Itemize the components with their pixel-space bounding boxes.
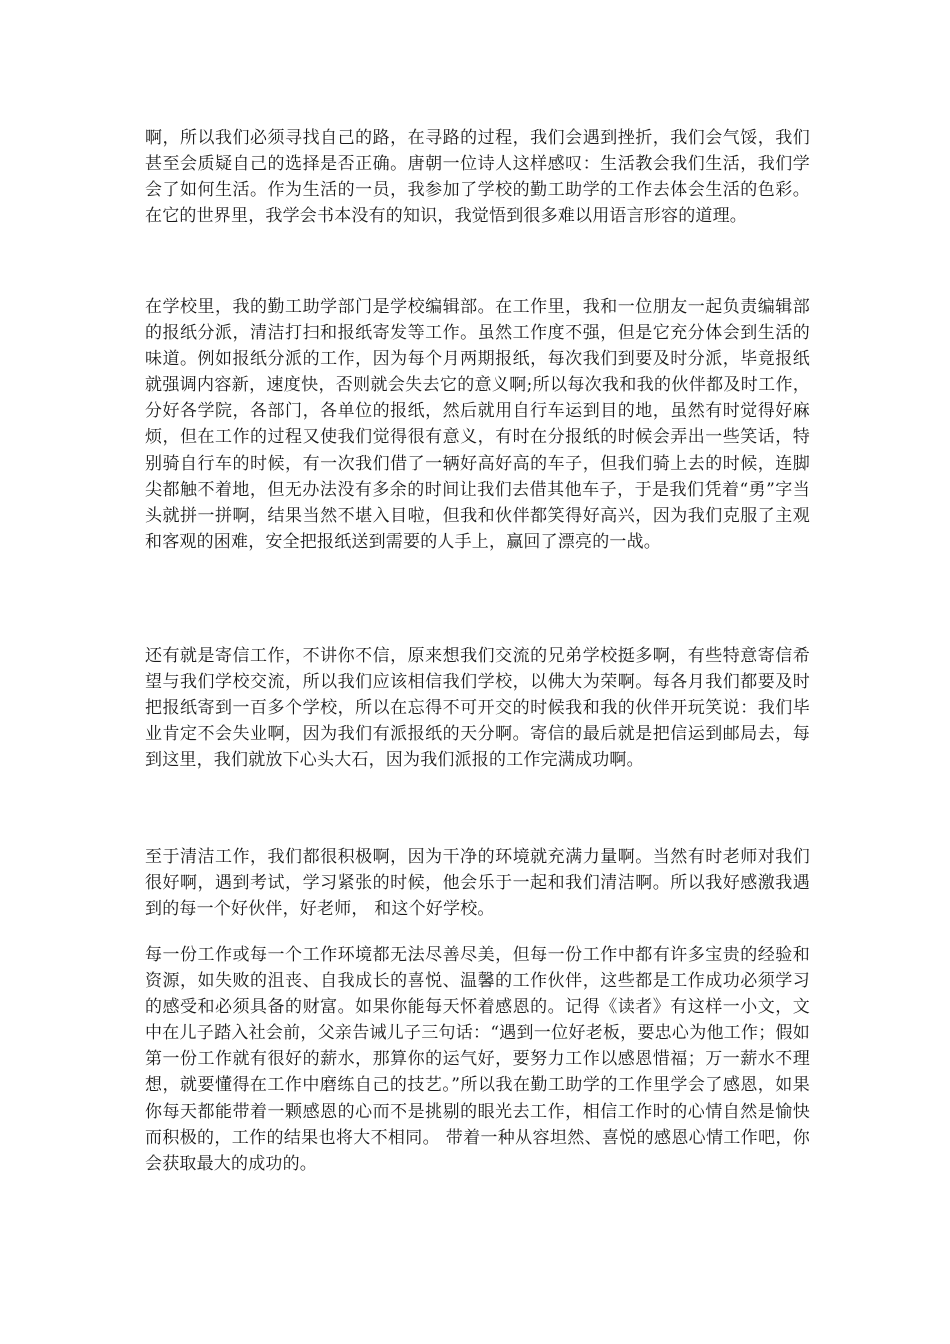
paragraph-newspaper-distribution: 在学校里，我的勤工助学部门是学校编辑部。在工作里，我和一位朋友一起负责编辑部的报纸分派，清洁打扫和报纸寄发等工作。虽然工作度不强，但是它充分体会到生活的味道。例如报纸分派的工作，因为每个月两期报纸，每次我们到要及时分派，毕竟报纸就强调内容新，速度快，否则就会失去它的意义啊;所以每次我和我的伙伴都及时工作，分好各学院，各部门，各单位的报纸，然后就用自行车运到目的地，虽然有时觉得好麻烦，但在工作的过程又使我们觉得很有意义，有时在分报纸的时候会弄出一些笑话，特别骑自行车的时候，有一次我们借了一辆好高好高的车子，但我们骑上去的时候，连脚尖都触不着地，但无办法没有多余的时间让我们去借其他车子，于是我们凭着“勇”字当头就拼一拼啊，结果当然不堪入目啦，但我和伙伴都笑得好高兴，因为我们克服了主观和客观的困难，安全把报纸送到需要的人手上，赢回了漂亮的一战。 xyxy=(145,297,810,552)
paragraph-intro: 啊，所以我们必须寻找自己的路，在寻路的过程，我们会遇到挫折，我们会气馁，我们甚至会质疑自己的选择是否正确。唐朝一位诗人这样感叹：生活教会我们生活，我们学会了如何生活。作为生活的一员，我参加了学校的勤工助学的工作去体会生活的色彩。在它的世界里，我学会书本没有的知识，我觉悟到很多难以用语言形容的道理。 xyxy=(145,128,810,227)
paragraph-cleaning-work: 至于清洁工作，我们都很积极啊，因为干净的环境就充满力量啊。当然有时老师对我们很好啊，遇到考试，学习紧张的时候，他会乐于一起和我们清洁啊。所以我好感激我遇到的每一个好伙伴，好老师， 和这个好学校。 xyxy=(145,847,810,920)
paragraph-mailing-work: 还有就是寄信工作，不讲你不信，原来想我们交流的兄弟学校挺多啊，有些特意寄信希望与我们学校交流，所以我们应该相信我们学校，以佛大为荣啊。每各月我们都要及时把报纸寄到一百多个学校，所以在忘得不可开交的时候我和我的伙伴开玩笑说：我们毕业肯定不会失业啊，因为我们有派报纸的天分啊。寄信的最后就是把信运到邮局去，每到这里，我们就放下心头大石，因为我们派报的工作完满成功啊。 xyxy=(145,646,810,771)
paragraph-gratitude: 每一份工作或每一个工作环境都无法尽善尽美，但每一份工作中都有许多宝贵的经验和资源，如失败的沮丧、自我成长的喜悦、温馨的工作伙伴，这些都是工作成功必须学习的感受和必须具备的财富。如果你能每天怀着感恩的。记得《读者》有这样一小文，文中在儿子踏入社会前，父亲告诫儿子三句话：“遇到一位好老板，要忠心为他工作；假如第一份工作就有很好的薪水，那算你的运气好，要努力工作以感恩惜福；万一薪水不理想，就要懂得在工作中磨练自己的技艺。”所以我在勤工助学的工作里学会了感恩，如果你每天都能带着一颗感恩的心而不是挑剔的眼光去工作，相信工作时的心情自然是愉快而积极的，工作的结果也将大不相同。 带着一种从容坦然、喜悦的感恩心情工作吧，你会获取最大的成功的。 xyxy=(145,945,810,1174)
